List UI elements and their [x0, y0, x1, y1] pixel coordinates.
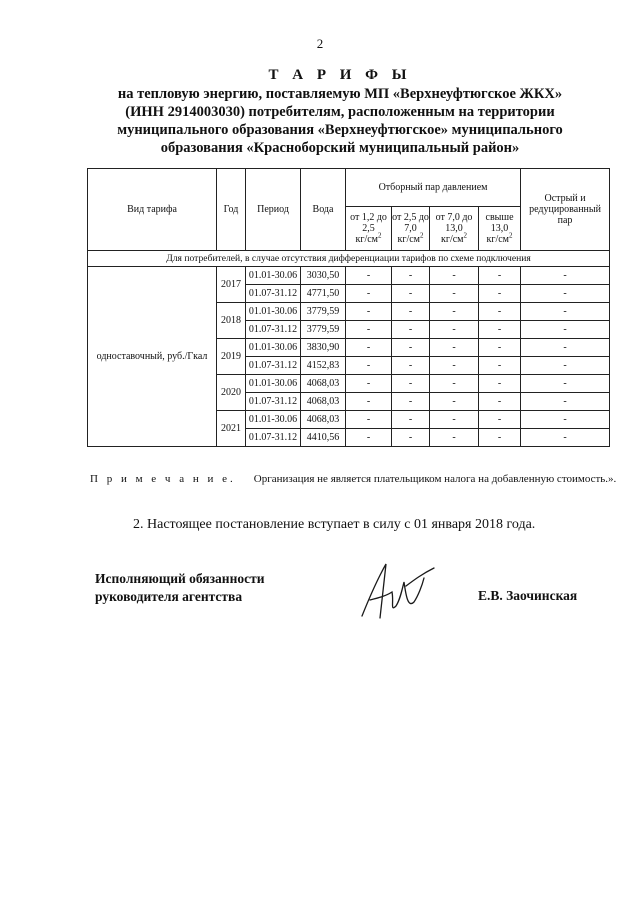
empty-value-cell: -	[430, 357, 479, 375]
note	[90, 473, 616, 485]
period-cell: 01.01-30.06	[246, 303, 301, 321]
tariff-type-cell: одноставочный, руб./Гкал	[88, 267, 217, 447]
signatory-position	[95, 570, 265, 606]
tariff-table	[87, 168, 610, 447]
empty-value-cell: -	[479, 285, 521, 303]
empty-value-cell: -	[521, 393, 610, 411]
empty-value-cell: -	[392, 357, 430, 375]
empty-value-cell: -	[479, 267, 521, 285]
period-cell: 01.07-31.12	[246, 285, 301, 303]
empty-value-cell: -	[392, 429, 430, 447]
water-cell: 4068,03	[301, 393, 346, 411]
year-cell: 2021	[217, 411, 246, 447]
period-cell: 01.07-31.12	[246, 429, 301, 447]
table-subheader: Для потребителей, в случае отсутствия дифференциации тарифов по схеме подключения	[88, 251, 610, 267]
empty-value-cell: -	[392, 411, 430, 429]
period-cell: 01.01-30.06	[246, 375, 301, 393]
header-steam-3: от 7,0 до 13,0 $кг/см^2$	[430, 207, 479, 251]
header-steam-2: от 2,5 до 7,0 $кг/см^2$	[392, 207, 430, 251]
header-sharp-steam: Острый и редуцированный пар	[521, 169, 610, 251]
period-cell: 01.01-30.06	[246, 339, 301, 357]
paragraph-2: 2. Настоящее постановление вступает в силу с 01 января 2018 года.	[133, 517, 536, 532]
period-cell: 01.01-30.06	[246, 411, 301, 429]
empty-value-cell: -	[430, 321, 479, 339]
water-cell: 4068,03	[301, 411, 346, 429]
empty-value-cell: -	[430, 303, 479, 321]
header-steam-group: Отборный пар давлением	[346, 169, 521, 207]
title-line-1: на тепловую энергию, поставляемую МП «Верхнеуфтюгское ЖКХ»	[117, 86, 563, 102]
year-cell: 2017	[217, 267, 246, 303]
empty-value-cell: -	[346, 411, 392, 429]
empty-value-cell: -	[430, 267, 479, 285]
empty-value-cell: -	[479, 357, 521, 375]
header-year: Год	[217, 169, 246, 251]
empty-value-cell: -	[346, 357, 392, 375]
year-cell: 2019	[217, 339, 246, 375]
empty-value-cell: -	[392, 303, 430, 321]
empty-value-cell: -	[521, 285, 610, 303]
empty-value-cell: -	[346, 339, 392, 357]
signatory-position-line-1: Исполняющий обязанности	[95, 571, 265, 586]
water-cell: 4771,50	[301, 285, 346, 303]
water-cell: 3779,59	[301, 321, 346, 339]
note-label: П р и м е ч а н и е.	[90, 473, 236, 485]
empty-value-cell: -	[479, 321, 521, 339]
empty-value-cell: -	[430, 429, 479, 447]
empty-value-cell: -	[346, 429, 392, 447]
signatory-position-line-2: руководителя агентства	[95, 589, 243, 604]
header-period: Период	[246, 169, 301, 251]
empty-value-cell: -	[346, 267, 392, 285]
page-number: 2	[316, 36, 324, 51]
header-tariff-type: Вид тарифа	[88, 169, 217, 251]
title-main: Т А Р И Ф Ы	[268, 67, 412, 83]
period-cell: 01.07-31.12	[246, 321, 301, 339]
empty-value-cell: -	[392, 285, 430, 303]
empty-value-cell: -	[392, 267, 430, 285]
empty-value-cell: -	[346, 375, 392, 393]
signatory-name: Е.В. Заочинская	[478, 588, 578, 603]
note-text: Организация не является плательщиком налога на добавленную стоимость.».	[253, 473, 617, 485]
empty-value-cell: -	[479, 411, 521, 429]
water-cell: 3830,90	[301, 339, 346, 357]
empty-value-cell: -	[521, 303, 610, 321]
empty-value-cell: -	[521, 357, 610, 375]
empty-value-cell: -	[346, 321, 392, 339]
empty-value-cell: -	[346, 393, 392, 411]
empty-value-cell: -	[430, 411, 479, 429]
empty-value-cell: -	[479, 339, 521, 357]
empty-value-cell: -	[521, 267, 610, 285]
period-cell: 01.07-31.12	[246, 357, 301, 375]
empty-value-cell: -	[392, 321, 430, 339]
empty-value-cell: -	[521, 375, 610, 393]
year-cell: 2020	[217, 375, 246, 411]
empty-value-cell: -	[392, 393, 430, 411]
empty-value-cell: -	[392, 339, 430, 357]
empty-value-cell: -	[479, 303, 521, 321]
empty-value-cell: -	[430, 393, 479, 411]
title-line-2: (ИНН 2914003030) потребителям, расположенным на территории	[125, 104, 555, 120]
empty-value-cell: -	[430, 285, 479, 303]
header-steam-4: свыше 13,0 $кг/см^2$	[479, 207, 521, 251]
water-cell: 3030,50	[301, 267, 346, 285]
water-cell: 4068,03	[301, 375, 346, 393]
empty-value-cell: -	[479, 393, 521, 411]
year-cell: 2018	[217, 303, 246, 339]
empty-value-cell: -	[479, 429, 521, 447]
empty-value-cell: -	[392, 375, 430, 393]
empty-value-cell: -	[430, 375, 479, 393]
empty-value-cell: -	[430, 339, 479, 357]
empty-value-cell: -	[521, 321, 610, 339]
water-cell: 3779,59	[301, 303, 346, 321]
empty-value-cell: -	[521, 429, 610, 447]
period-cell: 01.01-30.06	[246, 267, 301, 285]
document-title	[60, 66, 620, 157]
empty-value-cell: -	[346, 303, 392, 321]
handwritten-signature	[356, 556, 436, 624]
empty-value-cell: -	[346, 285, 392, 303]
header-steam-1: от 1,2 до 2,5 $кг/см^2$	[346, 207, 392, 251]
header-water: Вода	[301, 169, 346, 251]
title-line-4: образования «Красноборский муниципальный район»	[160, 140, 520, 156]
empty-value-cell: -	[521, 411, 610, 429]
table-row	[88, 267, 610, 285]
water-cell: 4152,83	[301, 357, 346, 375]
period-cell: 01.07-31.12	[246, 393, 301, 411]
empty-value-cell: -	[521, 339, 610, 357]
water-cell: 4410,56	[301, 429, 346, 447]
title-line-3: муниципального образования «Верхнеуфтюгское» муниципального	[117, 122, 563, 138]
empty-value-cell: -	[479, 375, 521, 393]
